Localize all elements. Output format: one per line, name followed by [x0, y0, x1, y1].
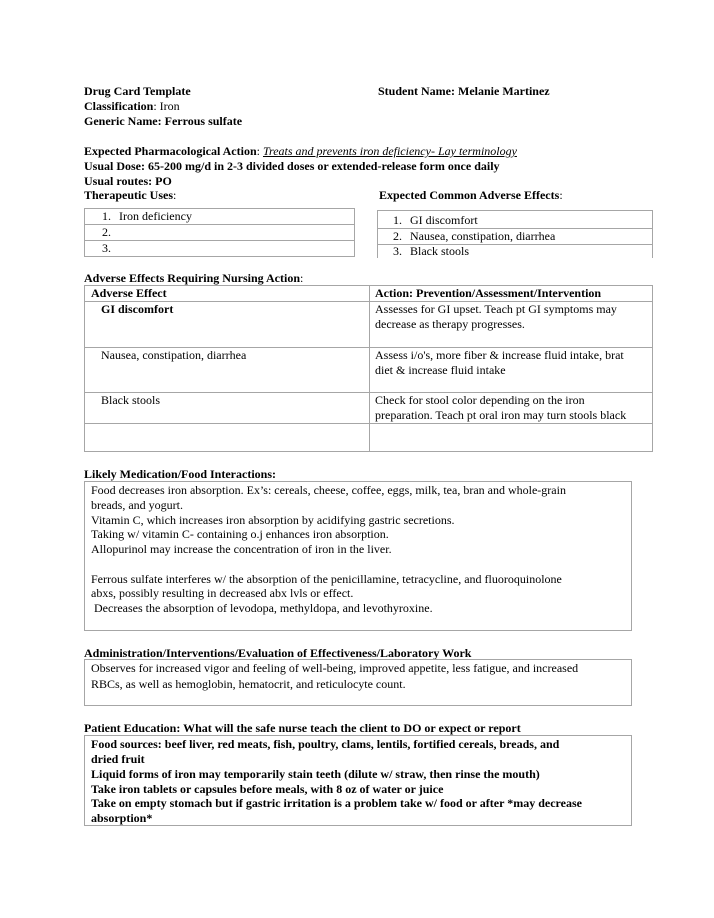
education-line: Take on empty stomach but if gastric irritation is a problem take w/ food or after *may decrease	[91, 796, 582, 810]
therapeutic-uses-heading	[84, 188, 176, 203]
adverse-effect-column-header: Adverse Effect	[91, 286, 167, 300]
classification	[84, 99, 180, 114]
list-number: 3.	[393, 244, 402, 258]
action-cell-line: Assesses for GI upset. Teach pt GI symptoms may	[375, 302, 617, 316]
usual-dose: Usual Dose: 65-200 mg/d in 2-3 divided doses or extended-release form once daily	[84, 159, 500, 173]
therapeutic-uses-table	[84, 208, 355, 257]
education-line: absorption*	[91, 811, 153, 825]
list-text: Iron deficiency	[119, 209, 192, 223]
education-line: Food sources: beef liver, red meats, fish, poultry, clams, lentils, fortified cereals, breads, and	[91, 737, 560, 751]
adverse-effect-item	[386, 244, 469, 259]
list-number: 2.	[393, 229, 402, 243]
education-line: Take iron tablets or capsules before meals, with 8 oz of water or juice	[91, 782, 444, 796]
common-adverse-heading	[379, 188, 563, 203]
interaction-line: breads, and yogurt.	[91, 498, 183, 512]
action-cell-line: preparation. Teach pt oral iron may turn stools black	[375, 408, 627, 422]
therapeutic-use-item	[95, 225, 119, 240]
action-cell-line: Assess i/o's, more fiber & increase fluid intake, brat	[375, 348, 624, 362]
interactions-heading: Likely Medication/Food Interactions:	[84, 467, 276, 481]
row-divider	[85, 423, 652, 424]
usual-routes: Usual routes: PO	[84, 174, 172, 188]
administration-line: RBCs, as well as hemoglobin, hematocrit, and reticulocyte count.	[91, 677, 406, 691]
interaction-line: Vitamin C, which increases iron absorption by acidifying gastric secretions.	[91, 513, 455, 527]
card-title: Drug Card Template	[84, 84, 191, 98]
common-adverse-colon: :	[559, 188, 563, 202]
list-number: 1.	[102, 209, 111, 223]
therapeutic-use-item	[95, 241, 119, 256]
nursing-action-colon: :	[300, 271, 304, 285]
interaction-line: Allopurinol may increase the concentration of iron in the liver.	[91, 542, 392, 556]
pharm-action-colon: :	[256, 144, 263, 158]
list-text: GI discomfort	[410, 213, 478, 227]
column-divider	[369, 286, 370, 451]
administration-box	[84, 659, 632, 706]
interaction-line: Ferrous sulfate interferes w/ the absorption of the penicillamine, tetracycline, and fluoroquinolone	[91, 572, 562, 586]
common-adverse-label: Expected Common Adverse Effects	[379, 188, 560, 202]
adverse-effect-item	[386, 229, 555, 244]
interaction-line: Food decreases iron absorption. Ex’s: cereals, cheese, coffee, eggs, milk, tea, bran and whole-grain	[91, 483, 566, 497]
action-cell-line: Check for stool color depending on the iron	[375, 393, 585, 407]
action-cell-line: diet & increase fluid intake	[375, 363, 506, 377]
administration-line: Observes for increased vigor and feeling of well-being, improved appetite, less fatigue, and increased	[91, 661, 579, 675]
nursing-action-label: Adverse Effects Requiring Nursing Action	[84, 271, 300, 285]
adverse-effect-cell: GI discomfort	[101, 302, 174, 316]
list-text: Black stools	[410, 244, 469, 258]
list-number: 1.	[393, 213, 402, 227]
education-heading: Patient Education: What will the safe nurse teach the client to DO or expect or report	[84, 721, 521, 735]
nursing-action-heading	[84, 271, 303, 286]
action-cell-line: decrease as therapy progresses.	[375, 317, 525, 331]
education-box	[84, 735, 632, 826]
row-divider	[85, 240, 354, 241]
interaction-line: Decreases the absorption of levodopa, methyldopa, and levothyroxine.	[91, 601, 433, 615]
student-name: Student Name: Melanie Martinez	[378, 84, 550, 98]
adverse-effect-cell: Black stools	[101, 393, 160, 407]
interactions-box	[84, 481, 632, 631]
adverse-effect-cell: Nausea, constipation, diarrhea	[101, 348, 247, 362]
list-text: Nausea, constipation, diarrhea	[410, 229, 556, 243]
common-adverse-table	[377, 210, 653, 258]
administration-heading: Administration/Interventions/Evaluation of Effectiveness/Laboratory Work	[84, 646, 472, 660]
pharm-action-label: Expected Pharmacological Action	[84, 144, 257, 158]
list-number: 2.	[102, 225, 111, 239]
pharm-action-value: Treats and prevents iron deficiency- Lay terminology	[262, 144, 517, 158]
pharm-action	[84, 144, 517, 159]
interaction-line: abxs, possibly resulting in decreased abx lvls or effect.	[91, 586, 354, 600]
classification-label: Classification	[84, 99, 154, 113]
education-line: Liquid forms of iron may temporarily stain teeth (dilute w/ straw, then rinse the mouth)	[91, 767, 540, 781]
action-column-header: Action: Prevention/Assessment/Intervention	[375, 286, 602, 300]
therapeutic-uses-colon: :	[173, 188, 177, 202]
education-line: dried fruit	[91, 752, 145, 766]
generic-name: Generic Name: Ferrous sulfate	[84, 114, 243, 128]
row-divider	[85, 224, 354, 225]
adverse-effect-item	[386, 213, 478, 228]
nursing-action-table	[84, 285, 653, 452]
classification-value: : Iron	[153, 99, 180, 113]
therapeutic-uses-label: Therapeutic Uses	[84, 188, 173, 202]
list-number: 3.	[102, 241, 111, 255]
therapeutic-use-item	[95, 209, 192, 224]
interaction-line: Taking w/ vitamin C- containing o.j enhances iron absorption.	[91, 527, 389, 541]
